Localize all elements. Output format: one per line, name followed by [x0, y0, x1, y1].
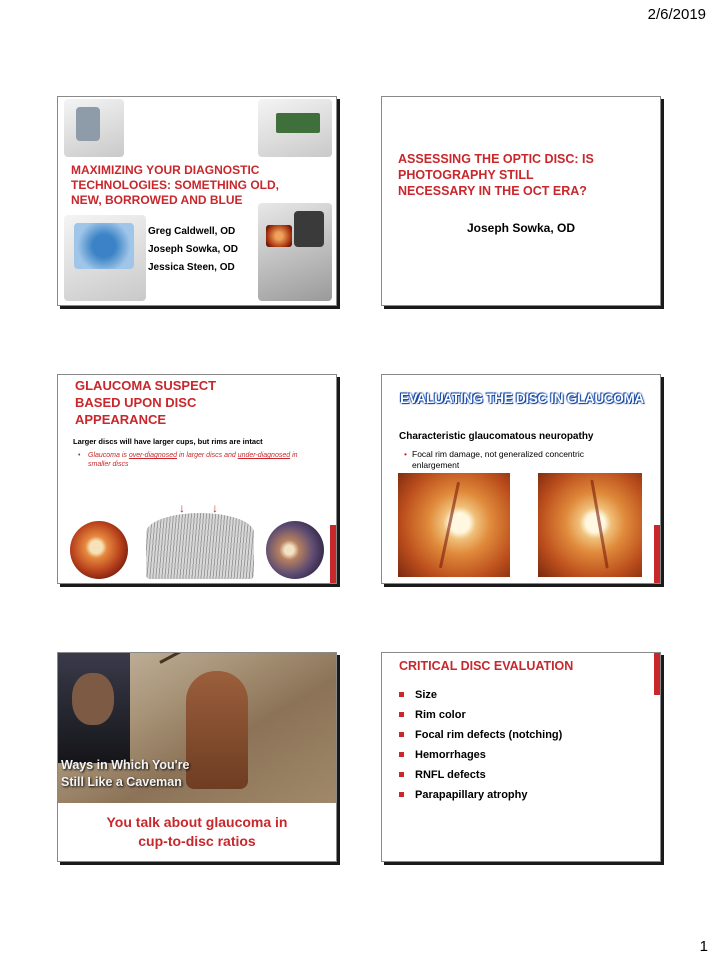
list-item: Focal rim defects (notching)	[399, 729, 639, 741]
slide-1	[57, 96, 337, 306]
slide-3	[57, 374, 337, 584]
list-item: Parapapillary atrophy	[399, 789, 639, 801]
disc-photo-large	[70, 521, 128, 579]
disc-photo-notch-1	[398, 473, 510, 577]
slide-6-title: CRITICAL DISC EVALUATION	[399, 659, 574, 673]
caveman-overlay-text: Ways in Which You're Still Like a Caveman	[61, 758, 190, 789]
page-date: 2/6/2019	[647, 6, 706, 23]
list-item: RNFL defects	[399, 769, 639, 781]
disc-evaluation-list	[399, 689, 639, 809]
slide-2-title: ASSESSING THE OPTIC DISC: IS PHOTOGRAPHY STILL NECESSARY IN THE OCT ERA?	[398, 152, 594, 198]
slide-5-caption: You talk about glaucoma in cup-to-disc ratios	[106, 814, 288, 849]
device-photo-topleft	[64, 99, 124, 157]
page-number: 1	[699, 938, 708, 955]
slide-4-banner: EVALUATING THE DISC IN GLAUCOMA	[400, 391, 644, 406]
disc-photo-notch-2	[538, 473, 642, 577]
slide-4-heading: Characteristic glaucomatous neuropathy	[399, 431, 594, 442]
slide-3-title: GLAUCOMA SUSPECT BASED UPON DISC APPEARANCE	[75, 378, 217, 427]
slide-3-subtitle: Larger discs will have larger cups, but rims are intact	[73, 437, 263, 446]
device-photo-bottomright	[258, 203, 332, 301]
slide-1-title: MAXIMIZING YOUR DIAGNOSTIC TECHNOLOGIES: SOMETHING OLD, NEW, BORROWED AND BLUE	[71, 163, 280, 207]
slide-2-author: Joseph Sowka, OD	[466, 221, 576, 235]
slide-3-bullet: • Glaucoma is over-diagnosed in larger discs and under-diagnosed in smaller discs	[78, 452, 298, 468]
slide-5	[57, 652, 337, 862]
device-photo-bottomleft	[64, 215, 146, 301]
slide-4	[381, 374, 661, 584]
slide-6	[381, 652, 661, 862]
arrow-right: ↓	[212, 501, 218, 515]
disc-photo-small	[266, 521, 324, 579]
slide-4-bullet: • Focal rim damage, not generalized concentric enlargement	[404, 449, 584, 470]
list-item: Hemorrhages	[399, 749, 639, 761]
slide-2	[381, 96, 661, 306]
disc-histology	[146, 513, 254, 579]
tv-inset	[58, 653, 130, 763]
device-photo-topright	[258, 99, 332, 157]
arrow-left: ↓	[179, 501, 185, 515]
list-item: Size	[399, 689, 639, 701]
slide-1-authors: Greg Caldwell, OD Joseph Sowka, OD Jessica Steen, OD	[148, 226, 239, 273]
list-item: Rim color	[399, 709, 639, 721]
